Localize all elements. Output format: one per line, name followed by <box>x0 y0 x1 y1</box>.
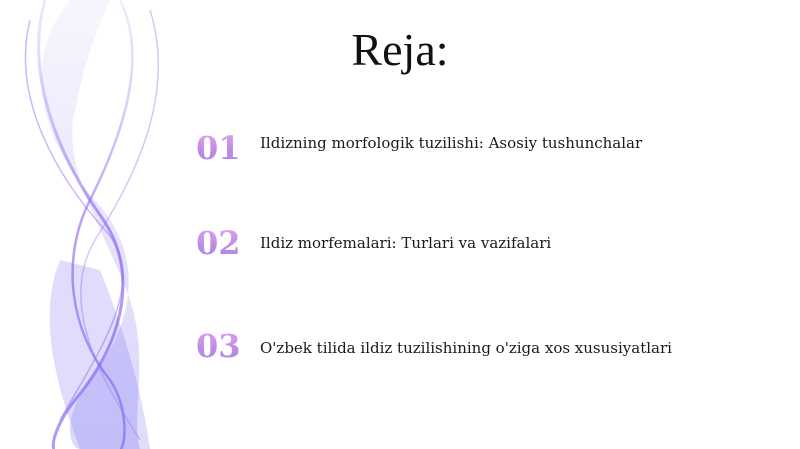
slide-title: Reja: <box>351 24 449 75</box>
agenda-item-number: 03 <box>196 324 248 368</box>
agenda-item-number: 01 <box>196 126 248 170</box>
agenda-item-number: 02 <box>196 221 248 265</box>
agenda-item-text: Ildizning morfologik tuzilishi: Asosiy tushunchalar <box>260 134 643 152</box>
agenda-item-1 <box>196 126 776 170</box>
agenda-item-3 <box>196 324 776 368</box>
decorative-smoke-ribbon <box>0 0 210 449</box>
agenda-item-text: Ildiz morfemalari: Turlari va vazifalari <box>260 234 552 252</box>
agenda-item-2 <box>196 221 776 265</box>
agenda-item-text: O'zbek tilida ildiz tuzilishining o'ziga xos xususiyatlari <box>260 339 672 357</box>
